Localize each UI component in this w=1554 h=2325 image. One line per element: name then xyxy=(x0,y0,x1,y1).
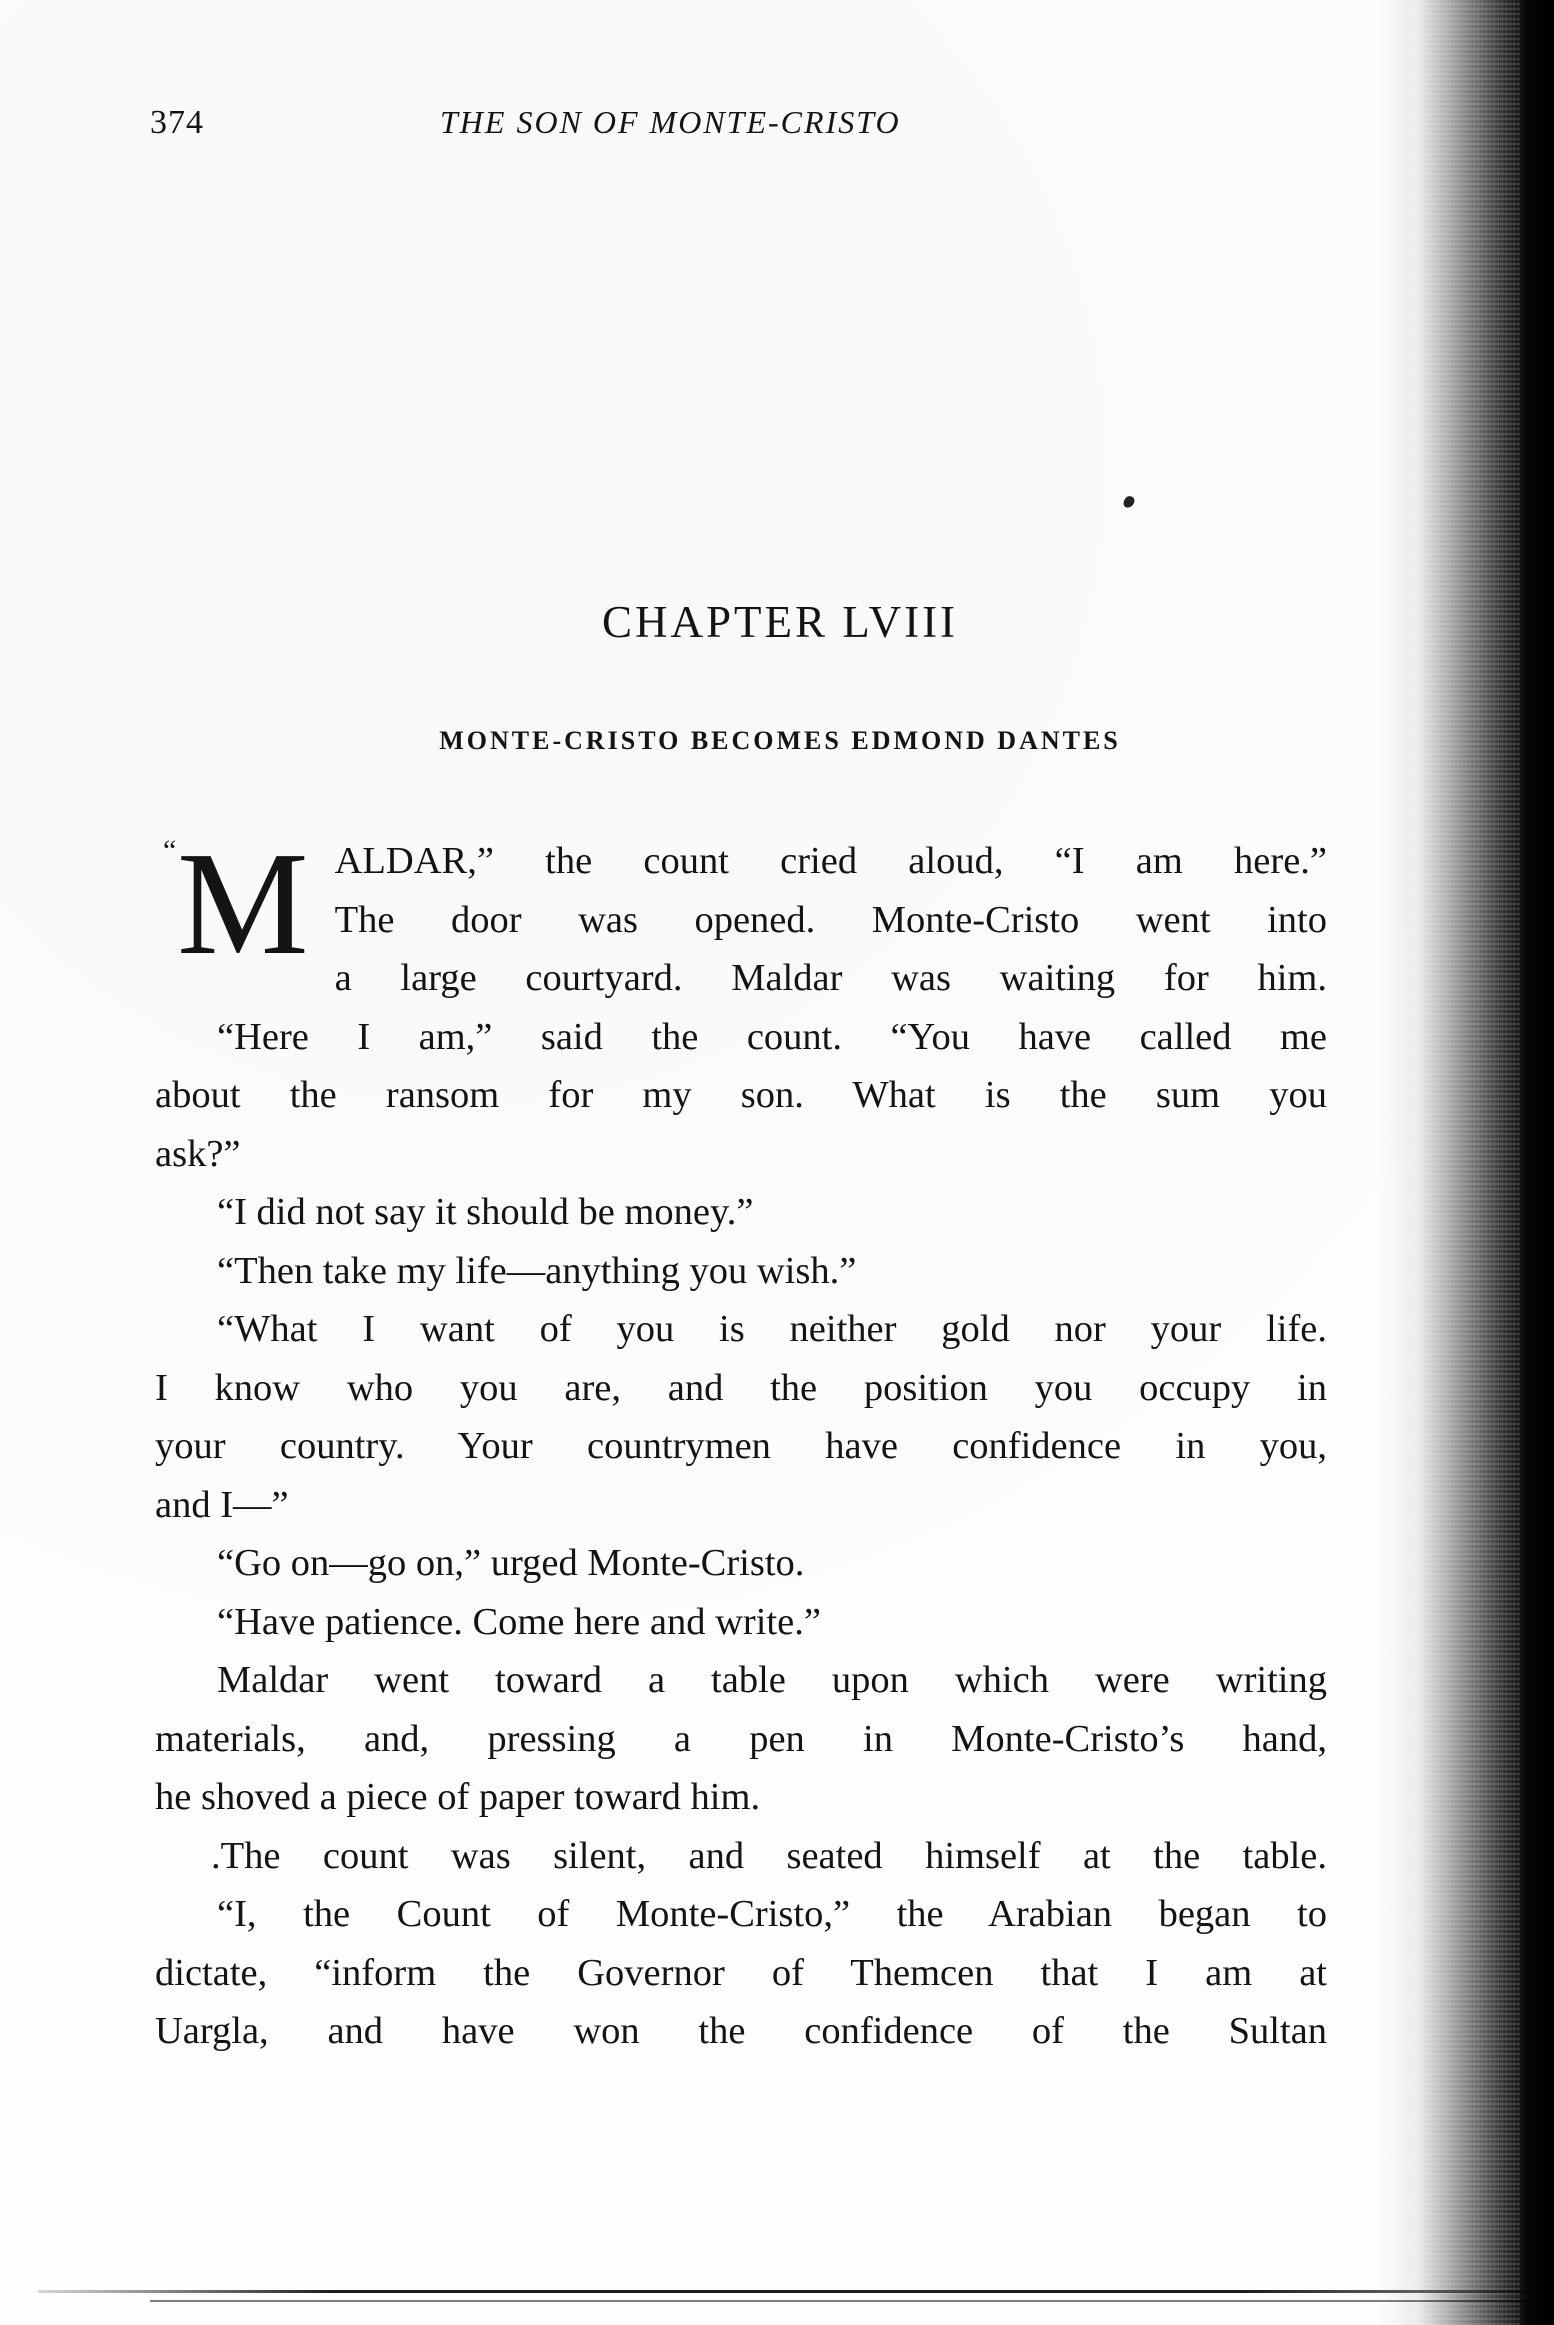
text-line: “Go on—go on,” urged Monte-Cristo. xyxy=(217,1542,805,1584)
bottom-edge-line xyxy=(150,2300,1530,2302)
drop-cap: M xyxy=(177,822,309,986)
text-line: “I, the Count of Monte-Cristo,” the Arabian began to xyxy=(217,1893,1327,1935)
text-line: ask?” xyxy=(155,1132,241,1175)
text-line: “I did not say it should be money.” xyxy=(217,1191,754,1233)
paragraph xyxy=(155,1008,1327,1184)
paragraph xyxy=(155,1534,1327,1593)
text-line: “Here I am,” said the count. “You have called me xyxy=(217,1015,1327,1058)
running-title: THE SON OF MONTE-CRISTO xyxy=(440,104,901,140)
paragraph xyxy=(155,1593,1327,1652)
text-line: “What I want of you is neither gold nor your life. xyxy=(217,1308,1327,1350)
paragraph xyxy=(155,1651,1327,1827)
text-line: a large courtyard. Maldar was waiting for him. xyxy=(334,957,1327,999)
text-line: he shoved a piece of paper toward him. xyxy=(155,1776,761,1818)
running-head xyxy=(150,104,1330,154)
text-line: Uargla, and have won the confidence of the Sultan xyxy=(155,2010,1327,2052)
paragraph xyxy=(155,1827,1327,1886)
paragraph xyxy=(155,1300,1327,1534)
paragraph xyxy=(155,1183,1327,1242)
text-line: “Have patience. Come here and write.” xyxy=(217,1600,821,1643)
text-line: Maldar went toward a table upon which were writing xyxy=(217,1659,1327,1701)
text-line: materials, and, pressing a pen in Monte-Cristo’s hand, xyxy=(155,1717,1327,1760)
opening-quote-mark: “ xyxy=(163,834,177,867)
chapter-heading: CHAPTER LVIII xyxy=(601,597,959,647)
text-line: about the ransom for my son. What is the sum you xyxy=(155,1074,1327,1116)
text-line: “Then take my life—anything you wish.” xyxy=(217,1249,857,1292)
body-text xyxy=(155,822,1327,2061)
chapter-subtitle: MONTE-CRISTO BECOMES EDMOND DANTES xyxy=(439,726,1121,755)
text-line: and I—” xyxy=(155,1483,289,1526)
text-line: your country. Your countrymen have confidence in you, xyxy=(155,1425,1327,1467)
binding-texture xyxy=(1410,0,1520,2325)
paragraph xyxy=(155,1885,1327,2061)
bottom-edge-line xyxy=(38,2290,1538,2293)
text-line: The door was opened. Monte-Cristo went into xyxy=(334,898,1327,941)
text-line: .The count was silent, and seated himself at the table. xyxy=(211,1834,1327,1877)
paragraph xyxy=(155,1242,1327,1301)
text-line: ALDAR,” the count cried aloud, “I am here.” xyxy=(334,840,1327,882)
opening-paragraph xyxy=(155,822,1327,1008)
page-number: 374 xyxy=(150,104,204,141)
text-line: I know who you are, and the position you occupy in xyxy=(155,1366,1327,1409)
text-line: dictate, “inform the Governor of Themcen that I am at xyxy=(155,1951,1327,1994)
